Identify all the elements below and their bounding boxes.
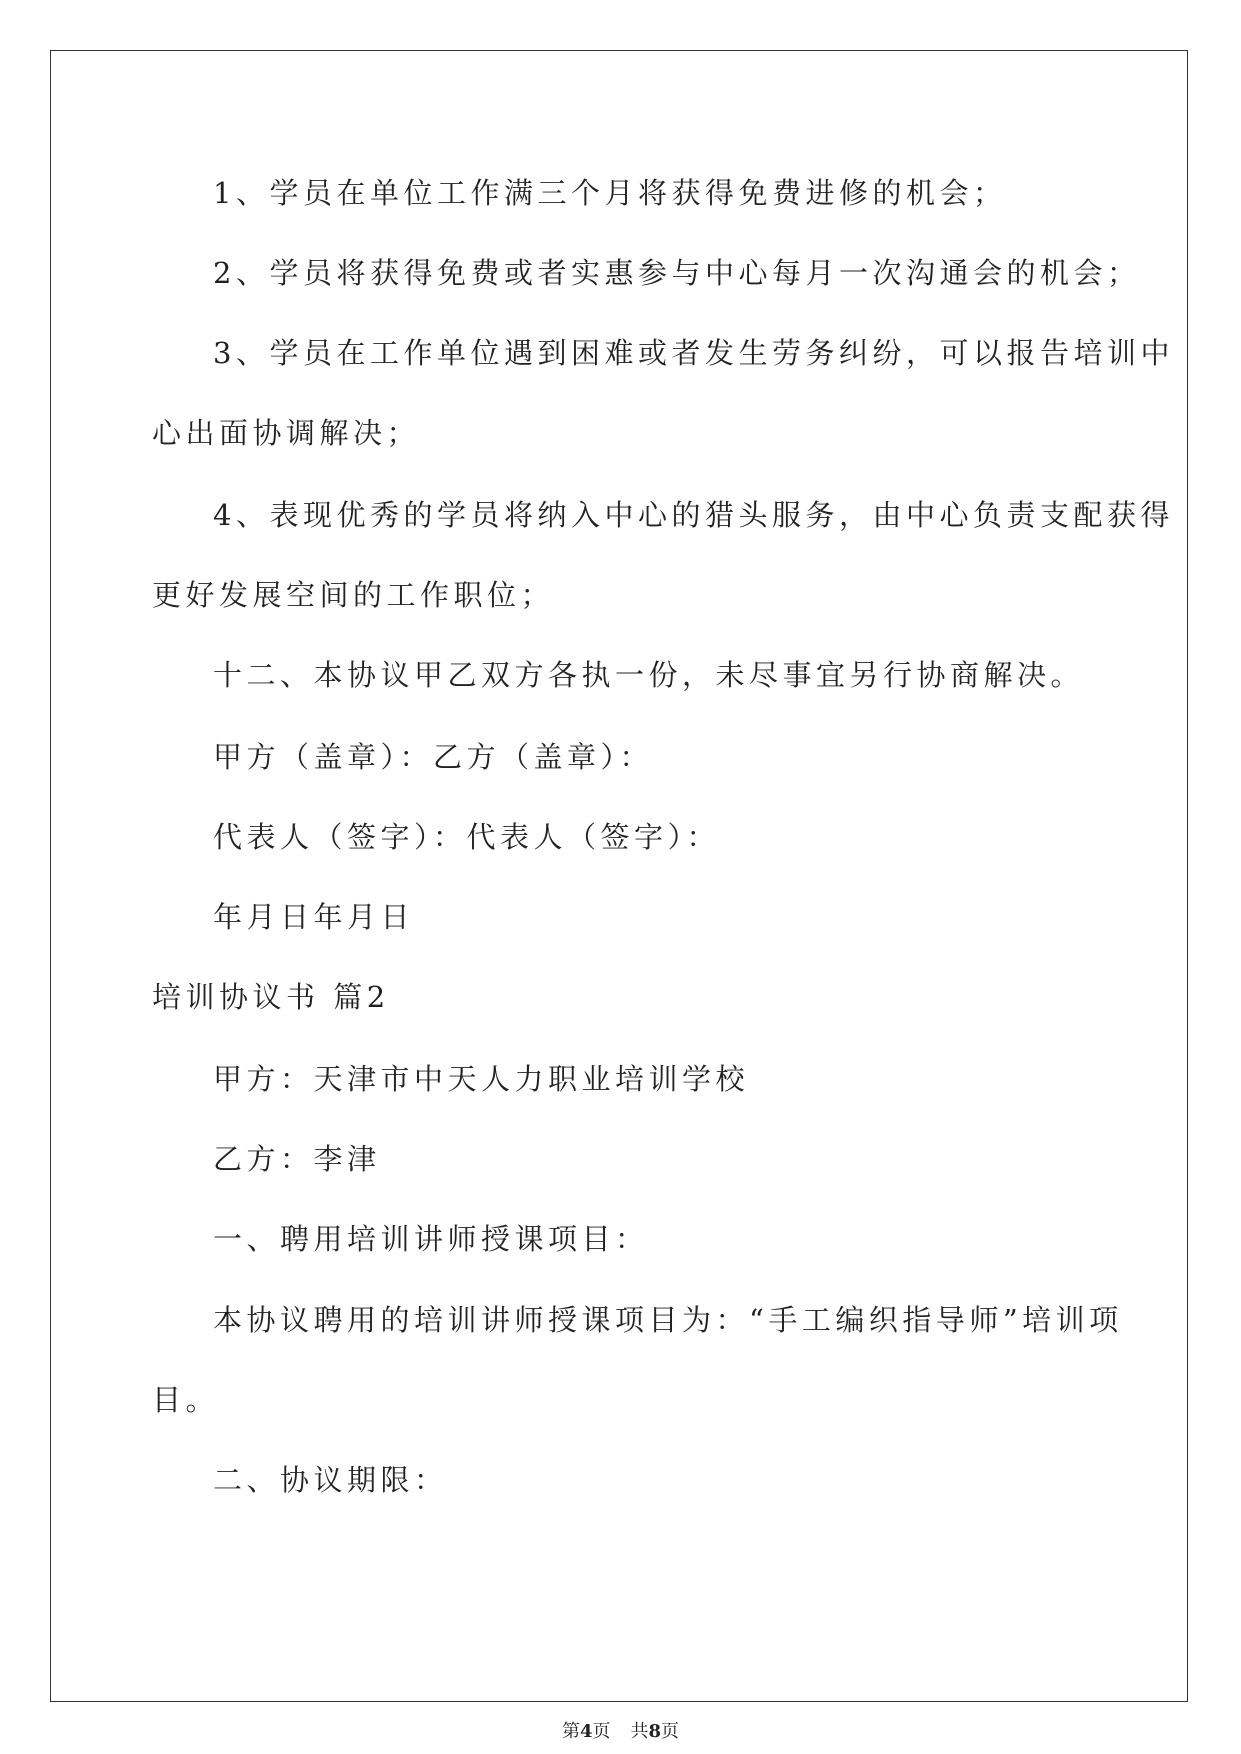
clause-twelve: 十二、本协议甲乙双方各执一份，未尽事宜另行协商解决。 — [213, 658, 1085, 692]
footer-total-pages: 8 — [648, 1721, 662, 1742]
party-b-line: 乙方：李津 — [213, 1142, 381, 1176]
clause-one-heading: 一、聘用培训讲师授课项目： — [213, 1222, 649, 1256]
footer-total-prefix: 共 — [630, 1721, 649, 1742]
clause-two-heading: 二、协议期限： — [213, 1463, 448, 1497]
page-border — [50, 50, 1188, 1702]
party-a-line: 甲方：天津市中天人力职业培训学校 — [213, 1062, 750, 1096]
footer-prefix: 第 — [561, 1721, 580, 1742]
representative-sign-line: 代表人（签字）：代表人（签字）： — [213, 820, 721, 854]
page-footer — [0, 1720, 1241, 1744]
footer-page-unit: 页 — [592, 1721, 611, 1742]
paragraph-item-3: 3、学员在工作单位遇到困难或者发生劳务纠纷，可以报告培训中 — [213, 336, 1174, 370]
party-seal-line: 甲方（盖章）：乙方（盖章）： — [213, 740, 654, 774]
paragraph-item-2: 2、学员将获得免费或者实惠参与中心每月一次沟通会的机会； — [213, 256, 1141, 290]
footer-total-unit: 页 — [661, 1721, 680, 1742]
paragraph-item-4-cont: 更好发展空间的工作职位； — [152, 578, 555, 612]
paragraph-item-3-cont: 心出面协调解决； — [152, 416, 421, 450]
paragraph-item-1: 1、学员在单位工作满三个月将获得免费进修的机会； — [213, 176, 1007, 210]
date-line: 年月日年月日 — [213, 900, 415, 934]
clause-one-body-cont: 目。 — [152, 1383, 220, 1417]
section-heading: 培训协议书 篇2 — [152, 980, 390, 1014]
footer-current-page: 4 — [579, 1721, 593, 1742]
paragraph-item-4: 4、表现优秀的学员将纳入中心的猎头服务，由中心负责支配获得 — [213, 498, 1174, 532]
clause-one-body: 本协议聘用的培训讲师授课项目为：“手工编织指导师”培训项 — [213, 1303, 1123, 1337]
